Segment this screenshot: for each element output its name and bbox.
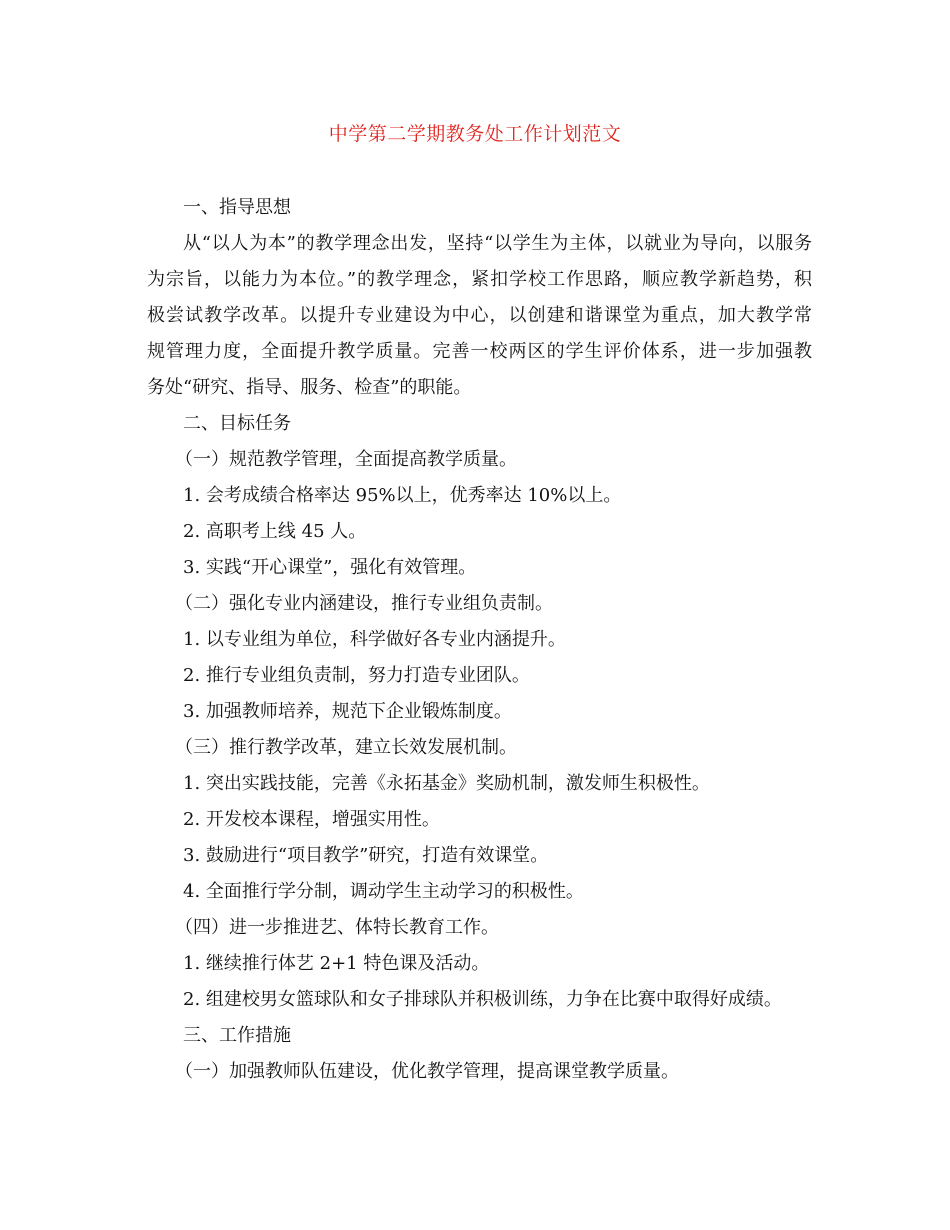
goal-item: 2. 开发校本课程，增强实用性。 [183,809,440,830]
goal-item: 2. 高职考上线 45 人。 [183,521,367,542]
goal-heading-4: （四）进一步推进艺、体特长教育工作。 [175,917,499,938]
paragraph-line: 为宗旨，以能力为本位。”的教学理念，紧扣学校工作思路，顺应教学新趋势，积 [147,269,812,290]
goal-item: 3. 实践“开心课堂”，强化有效管理。 [183,557,477,578]
document-title: 中学第二学期教务处工作计划范文 [328,123,622,145]
paragraph-line: 极尝试教学改革。以提升专业建设为中心，以创建和谐课堂为重点，加大教学常 [147,305,812,326]
guiding-thought-paragraph [147,226,812,406]
paragraph-line: 务处“研究、指导、服务、检查”的职能。 [147,377,472,398]
goal-item: 2. 推行专业组负责制，努力打造专业团队。 [183,665,530,686]
measure-heading-1: （一）加强教师队伍建设，优化教学管理，提高课堂教学质量。 [175,1061,679,1082]
goal-heading-2: （二）强化专业内涵建设，推行专业组负责制。 [175,593,553,614]
goal-heading-1: （一）规范教学管理，全面提高教学质量。 [175,449,517,470]
goal-item: 1. 以专业组为单位，科学做好各专业内涵提升。 [183,629,566,650]
section-heading-goals: 二、目标任务 [183,413,291,434]
section-heading-measures: 三、工作措施 [183,1025,291,1046]
paragraph-line: 从“以人为本”的教学理念出发，坚持“以学生为主体，以就业为导向，以服务 [183,233,812,254]
goal-heading-3: （三）推行教学改革，建立长效发展机制。 [175,737,517,758]
goal-item: 4. 全面推行学分制，调动学生主动学习的积极性。 [183,881,584,902]
goal-item: 1. 突出实践技能，完善《永拓基金》奖励机制，激发师生积极性。 [183,773,710,794]
goal-item: 3. 鼓励进行“项目教学”研究，打造有效课堂。 [183,845,549,866]
document-body [147,190,812,1090]
goal-item: 3. 加强教师培养，规范下企业锻炼制度。 [183,701,512,722]
goal-item: 1. 会考成绩合格率达 95%以上，优秀率达 10%以上。 [183,485,622,506]
goal-item: 1. 继续推行体艺 2+1 特色课及活动。 [183,953,490,974]
section-heading-guiding-thought: 一、指导思想 [183,197,291,218]
paragraph-line: 规管理力度，全面提升教学质量。完善一校两区的学生评价体系，进一步加强教 [147,341,812,362]
goal-item: 2. 组建校男女篮球队和女子排球队并积极训练，力争在比赛中取得好成绩。 [183,989,782,1010]
